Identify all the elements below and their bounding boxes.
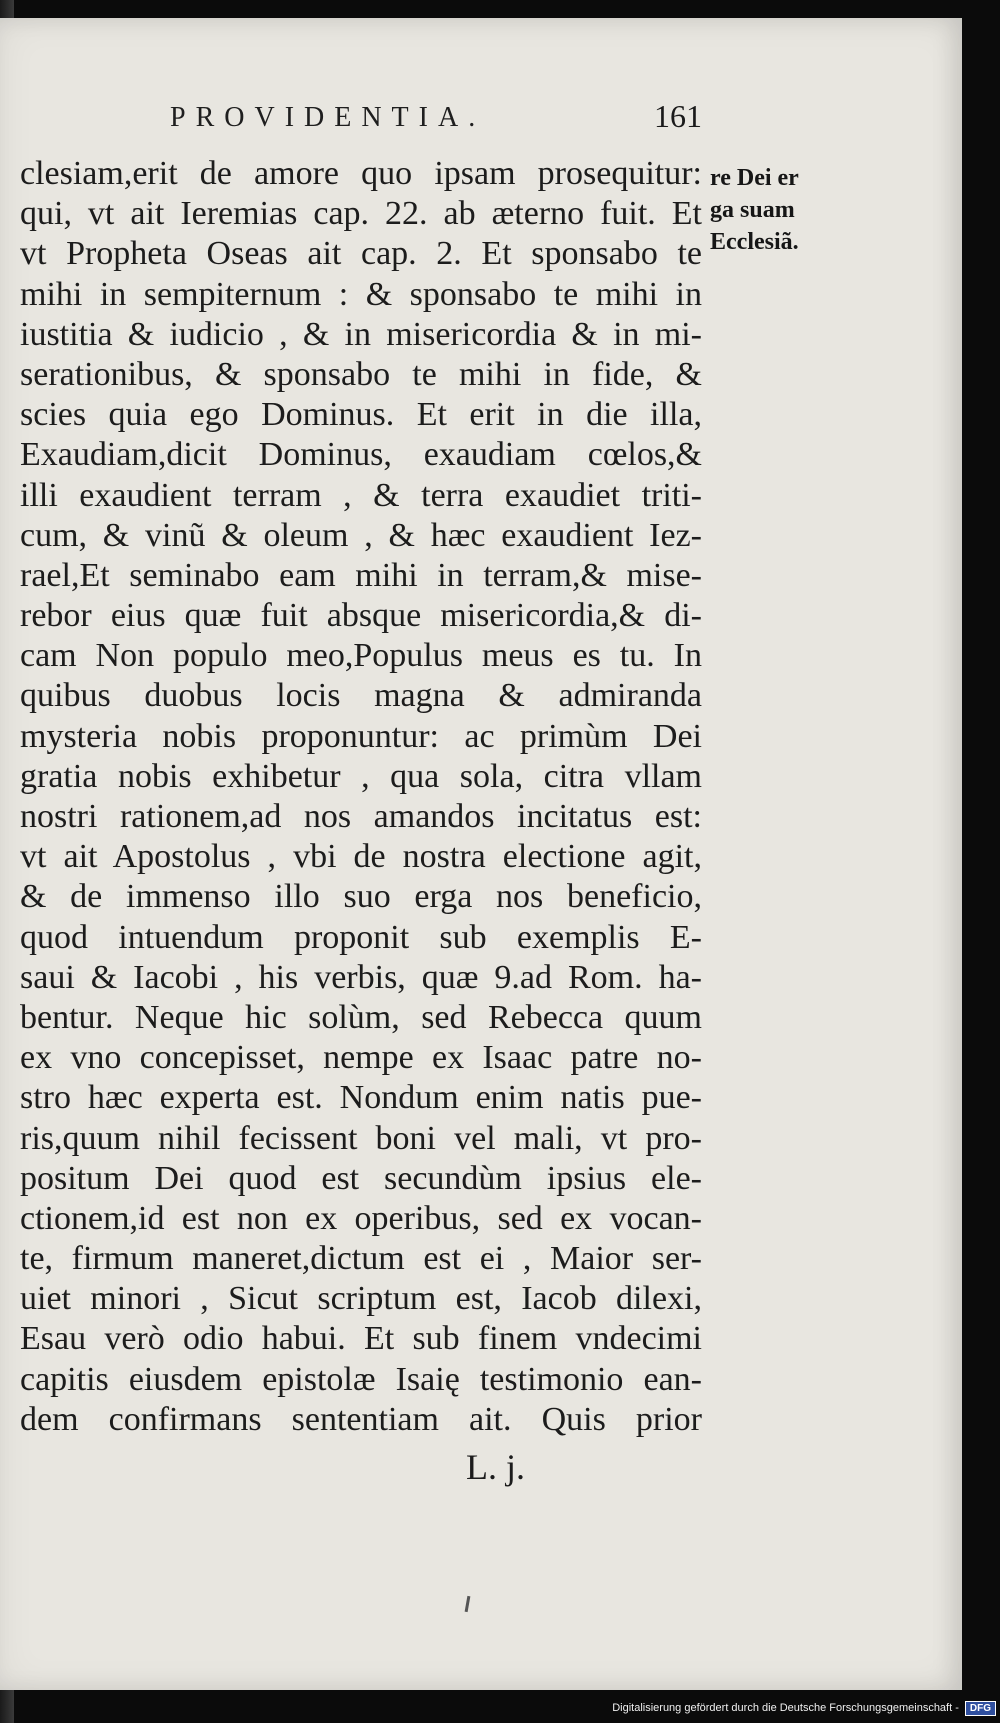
- margin-note: [710, 162, 830, 258]
- credit-text: Digitalisierung gefördert durch die Deutsche Forschungsgemeinschaft -: [612, 1702, 959, 1714]
- text-line: capitis eiusdem epistolæ Isaię testimonio ean-: [20, 1360, 702, 1398]
- text-line: Exaudiam,dicit Dominus, exaudiam cœlos,&: [20, 436, 702, 474]
- text-line: cum, & vinũ & oleum , & hæc exaudient Iez-: [20, 516, 702, 554]
- text-line: quibus duobus locis magna & admiranda: [20, 677, 702, 715]
- text-line: bentur. Neque hic solùm, sed Rebecca quum: [20, 998, 702, 1036]
- text-line: nostri rationem,ad nos amandos incitatus est:: [20, 798, 702, 835]
- text-line: clesiam,erit de amore quo ipsam prosequitur:: [20, 155, 702, 192]
- signature-mark: L. j.: [466, 1447, 525, 1487]
- text-line: ris,quum nihil fecissent boni vel mali, vt pro-: [20, 1119, 702, 1157]
- text-line: scies quia ego Dominus. Et erit in die illa,: [20, 396, 702, 434]
- text-line: qui, vt ait Ieremias cap. 22. ab æterno fuit. Et: [20, 195, 702, 233]
- text-line: dem confirmans sententiam ait. Quis prior: [20, 1400, 702, 1438]
- margin-note-line: ga suam: [710, 197, 795, 223]
- text-line: serationibus, & sponsabo te mihi in fide, &: [20, 355, 702, 393]
- text-line: stro hæc experta est. Nondum enim natis pue-: [20, 1079, 702, 1117]
- text-line: vt Propheta Oseas ait cap. 2. Et sponsabo te: [20, 235, 702, 273]
- text-line: & de immenso illo suo erga nos beneficio,: [20, 878, 702, 916]
- text-line: illi exaudient terram , & terra exaudiet triti-: [20, 476, 702, 514]
- text-line: rebor eius quæ fuit absque misericordia,& di-: [20, 597, 702, 635]
- text-line: vt ait Apostolus , vbi de nostra electione agit,: [20, 838, 702, 876]
- ink-mark: [465, 1596, 471, 1612]
- text-line: saui & Iacobi , his verbis, quæ 9.ad Rom. ha-: [20, 958, 702, 996]
- page-number: 161: [654, 98, 702, 134]
- text-line: iustitia & iudicio , & in misericordia & in mi-: [20, 315, 702, 353]
- text-line: te, firmum maneret,dictum est ei , Maior ser-: [20, 1240, 702, 1278]
- text-line: positum Dei quod est secundùm ipsius ele-: [20, 1159, 702, 1197]
- running-head: PROVIDENTIA.: [170, 102, 486, 133]
- margin-note-line: re Dei er: [710, 165, 799, 191]
- book-page: [0, 18, 962, 1690]
- text-line: mihi in sempiternum : & sponsabo te mihi in: [20, 275, 702, 313]
- text-line: cam Non populo meo,Populus meus es tu. In: [20, 637, 702, 675]
- body-text: [20, 154, 702, 1440]
- text-line: ctionem,id est non ex operibus, sed ex vocan-: [20, 1199, 702, 1237]
- dfg-logo: DFG: [965, 1701, 996, 1716]
- text-line: mysteria nobis proponuntur: ac primùm Dei: [20, 717, 702, 755]
- margin-note-line: Ecclesiã.: [710, 229, 799, 255]
- digitization-credit: [612, 1699, 996, 1717]
- text-line: rael,Et seminabo eam mihi in terram,& mise-: [20, 556, 702, 594]
- text-line: quod intuendum proponit sub exemplis E-: [20, 918, 702, 956]
- text-line: gratia nobis exhibetur , qua sola, citra vllam: [20, 757, 702, 795]
- text-line: uiet minori , Sicut scriptum est, Iacob dilexi,: [20, 1280, 702, 1318]
- text-line: ex vno concepisset, nempe ex Isaac patre no-: [20, 1039, 702, 1077]
- text-line: Esau verò odio habui. Et sub finem vndecimi: [20, 1320, 702, 1358]
